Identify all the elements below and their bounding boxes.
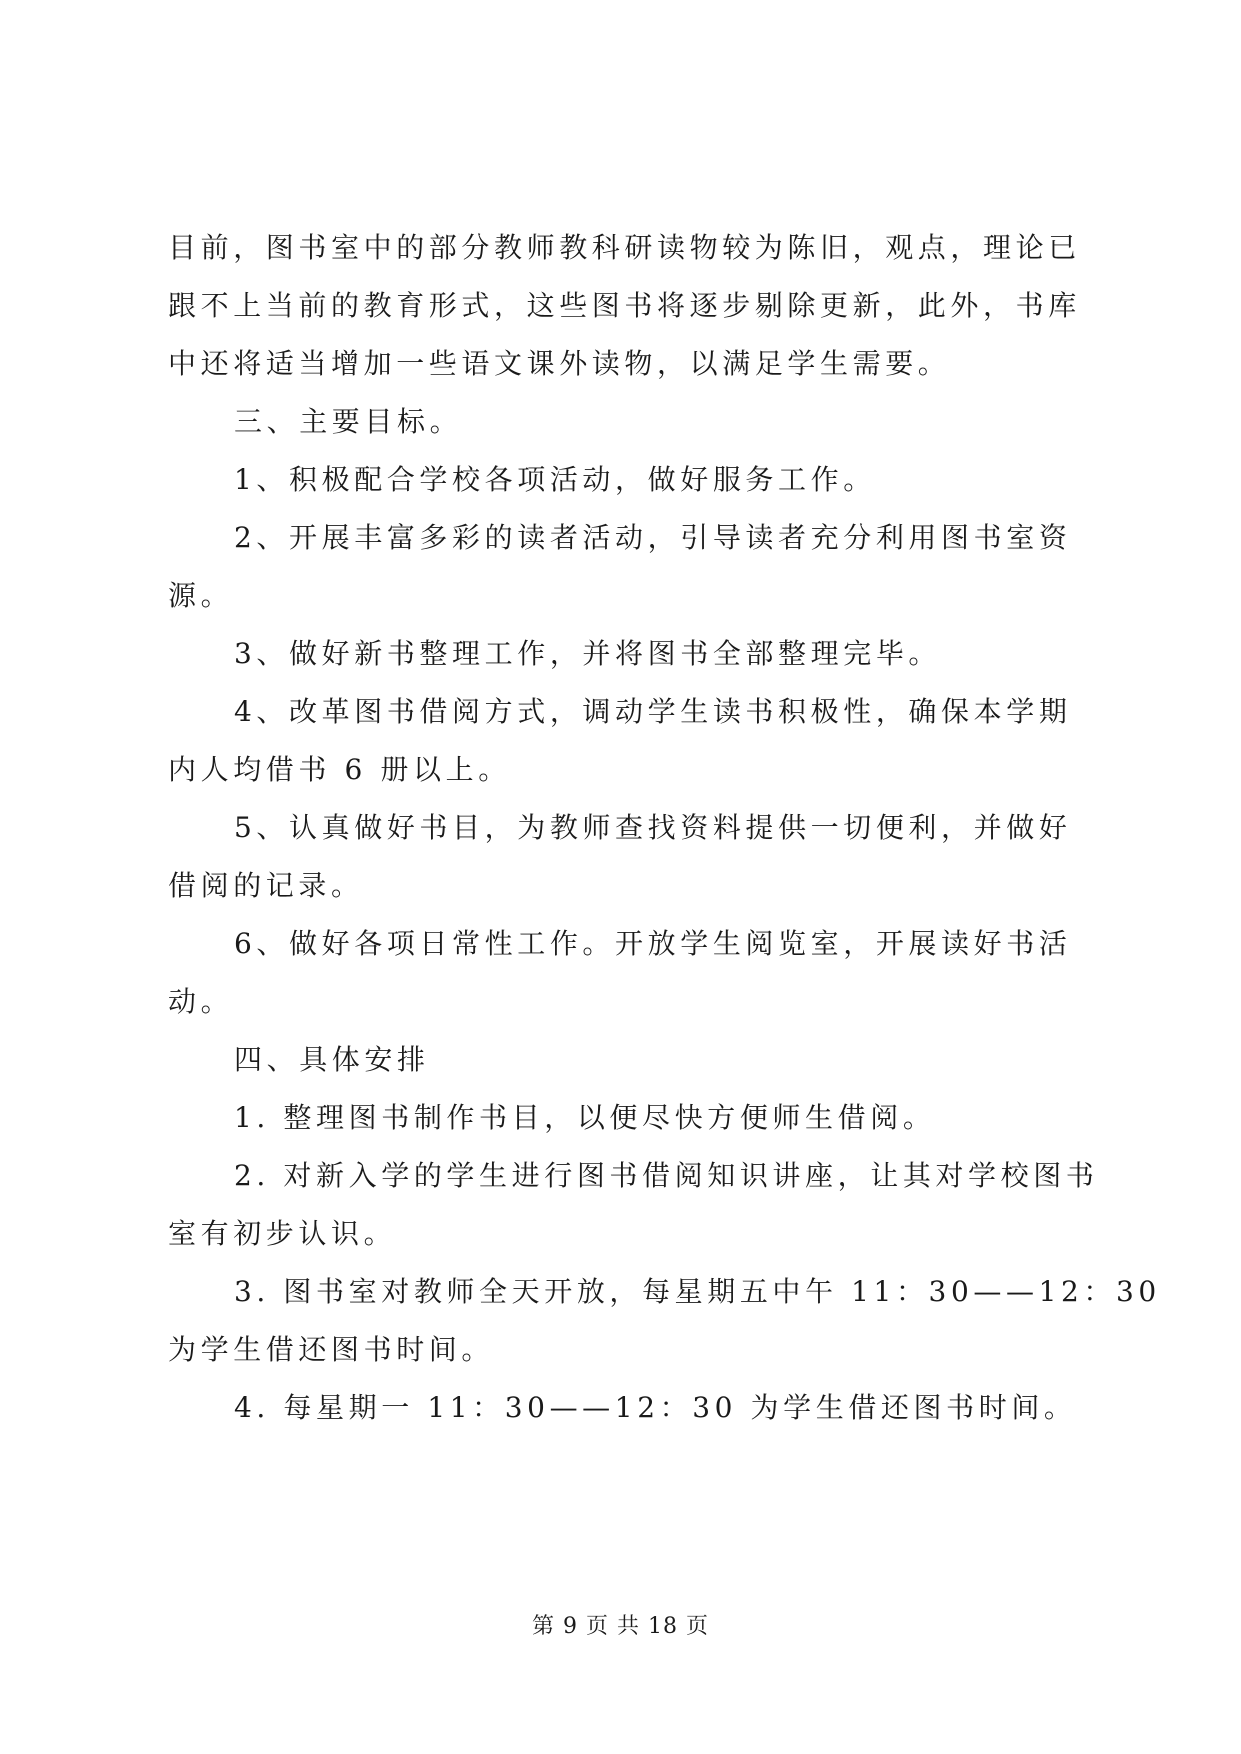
page-number-footer: 第 9 页 共 18 页 <box>532 1614 709 1639</box>
section-heading: 四、具体安排 <box>234 1043 430 1076</box>
list-item: 5、认真做好书目，为教师查找资料提供一切便利，并做好 <box>234 811 1072 844</box>
list-item: 6、做好各项日常性工作。开放学生阅览室，开展读好书活 <box>234 927 1072 960</box>
paragraph-line: 内人均借书 6 册以上。 <box>168 753 511 786</box>
list-item: 4、改革图书借阅方式，调动学生读书积极性，确保本学期 <box>234 695 1072 728</box>
list-item: 3. 图书室对教师全天开放，每星期五中午 11：30——12：30 <box>234 1275 1161 1308</box>
section-heading: 三、主要目标。 <box>234 405 463 438</box>
paragraph-line: 跟不上当前的教育形式，这些图书将逐步剔除更新，此外，书库 <box>168 289 1081 322</box>
list-item: 2. 对新入学的学生进行图书借阅知识讲座，让其对学校图书 <box>234 1159 1099 1192</box>
paragraph-line: 为学生借还图书时间。 <box>168 1333 495 1366</box>
paragraph-line: 室有初步认识。 <box>168 1217 397 1250</box>
list-item: 3、做好新书整理工作，并将图书全部整理完毕。 <box>234 637 942 670</box>
paragraph-line: 动。 <box>168 985 234 1018</box>
list-item: 1. 整理图书制作书目，以便尽快方便师生借阅。 <box>234 1101 936 1134</box>
paragraph-line: 源。 <box>168 579 234 612</box>
list-item: 2、开展丰富多彩的读者活动，引导读者充分利用图书室资 <box>234 521 1072 554</box>
list-item: 1、积极配合学校各项活动，做好服务工作。 <box>234 463 876 496</box>
paragraph-line: 目前，图书室中的部分教师教科研读物较为陈旧，观点，理论已 <box>168 231 1081 264</box>
list-item: 4. 每星期一 11：30——12：30 为学生借还图书时间。 <box>234 1391 1077 1424</box>
paragraph-line: 中还将适当增加一些语文课外读物，以满足学生需要。 <box>168 347 951 380</box>
paragraph-line: 借阅的记录。 <box>168 869 364 902</box>
